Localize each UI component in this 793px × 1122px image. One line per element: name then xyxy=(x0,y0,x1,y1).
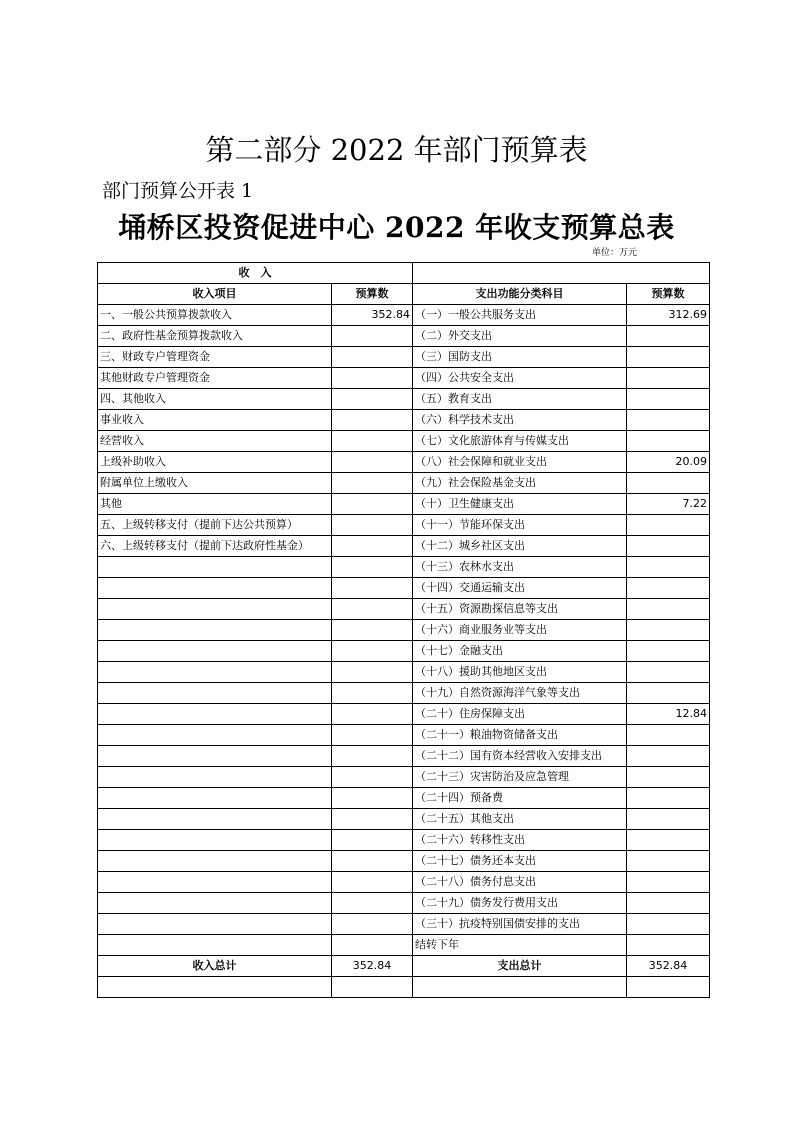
table-row xyxy=(98,725,710,746)
income-item-cell xyxy=(98,662,332,683)
income-item-cell: 其他 xyxy=(98,494,332,515)
income-amount-cell xyxy=(332,788,413,809)
expense-item-cell: （二十九）债务发行费用支出 xyxy=(413,893,627,914)
expense-item-cell: （一）一般公共服务支出 xyxy=(413,305,627,326)
income-item-cell: 其他财政专户管理资金 xyxy=(98,368,332,389)
expense-amount-cell xyxy=(627,557,710,578)
expense-amount-cell xyxy=(627,599,710,620)
income-amount-cell xyxy=(332,515,413,536)
income-amount-cell xyxy=(332,851,413,872)
part-title: 第二部分 2022 年部门预算表 xyxy=(205,133,588,167)
expense-amount-cell xyxy=(627,473,710,494)
income-amount-cell xyxy=(332,893,413,914)
income-item-cell xyxy=(98,851,332,872)
income-amount-cell xyxy=(332,557,413,578)
table-row xyxy=(98,410,710,431)
column-header-row xyxy=(98,284,710,305)
table-row xyxy=(98,557,710,578)
income-amount-cell xyxy=(332,326,413,347)
income-item-cell xyxy=(98,725,332,746)
income-item-cell xyxy=(98,935,332,956)
expense-item-cell: （二十八）债务付息支出 xyxy=(413,872,627,893)
expense-item-cell: （十九）自然资源海洋气象等支出 xyxy=(413,683,627,704)
table-row xyxy=(98,767,710,788)
income-item-cell: 三、财政专户管理资金 xyxy=(98,347,332,368)
income-item-cell: 事业收入 xyxy=(98,410,332,431)
table-row xyxy=(98,809,710,830)
table-row xyxy=(98,494,710,515)
empty-cell xyxy=(627,977,710,998)
income-amount-cell xyxy=(332,494,413,515)
table-row xyxy=(98,893,710,914)
expense-amount-cell: 312.69 xyxy=(627,305,710,326)
table-row xyxy=(98,935,710,956)
expense-item-cell: （二十四）预备费 xyxy=(413,788,627,809)
table-row xyxy=(98,452,710,473)
expense-item-cell: （九）社会保险基金支出 xyxy=(413,473,627,494)
expense-amount-cell xyxy=(627,515,710,536)
expense-amount-cell: 20.09 xyxy=(627,452,710,473)
expense-item-cell: （二十二）国有资本经营收入安排支出 xyxy=(413,746,627,767)
expense-item-cell: （十五）资源勘探信息等支出 xyxy=(413,599,627,620)
income-item-cell xyxy=(98,620,332,641)
table-number: 部门预算公开表 1 xyxy=(102,180,254,202)
income-item-cell: 一、一般公共预算拨款收入 xyxy=(98,305,332,326)
totals-row xyxy=(98,956,710,977)
section-header-row xyxy=(98,263,710,284)
expense-section-header xyxy=(413,263,710,284)
income-amount-cell xyxy=(332,452,413,473)
table-row xyxy=(98,473,710,494)
expense-amount-cell xyxy=(627,809,710,830)
expense-amount-cell xyxy=(627,662,710,683)
income-item-cell xyxy=(98,893,332,914)
empty-cell xyxy=(332,977,413,998)
income-amount-cell xyxy=(332,536,413,557)
col-expense-item-header: 支出功能分类科目 xyxy=(413,284,627,305)
income-item-cell: 五、上级转移支付（提前下达公共预算） xyxy=(98,515,332,536)
income-section-header: 收 入 xyxy=(98,263,413,284)
expense-item-cell: 结转下年 xyxy=(413,935,627,956)
expense-item-cell: （十三）农林水支出 xyxy=(413,557,627,578)
income-amount-cell xyxy=(332,809,413,830)
table-row xyxy=(98,851,710,872)
expense-amount-cell xyxy=(627,368,710,389)
table-row xyxy=(98,326,710,347)
table-row xyxy=(98,872,710,893)
table-row xyxy=(98,830,710,851)
expense-amount-cell xyxy=(627,536,710,557)
income-item-cell xyxy=(98,830,332,851)
income-amount-cell xyxy=(332,620,413,641)
table-row xyxy=(98,704,710,725)
income-item-cell xyxy=(98,914,332,935)
expense-item-cell: （十八）援助其他地区支出 xyxy=(413,662,627,683)
income-amount-cell xyxy=(332,347,413,368)
expense-amount-cell xyxy=(627,746,710,767)
income-item-cell xyxy=(98,788,332,809)
expense-amount-cell xyxy=(627,935,710,956)
empty-cell xyxy=(98,977,332,998)
income-item-cell xyxy=(98,746,332,767)
expense-amount-cell xyxy=(627,326,710,347)
expense-total-value: 352.84 xyxy=(627,956,710,977)
income-item-cell: 四、其他收入 xyxy=(98,389,332,410)
expense-amount-cell: 7.22 xyxy=(627,494,710,515)
table-row xyxy=(98,746,710,767)
income-item-cell xyxy=(98,578,332,599)
table-row xyxy=(98,431,710,452)
table-row xyxy=(98,599,710,620)
expense-amount-cell xyxy=(627,851,710,872)
expense-amount-cell xyxy=(627,893,710,914)
expense-item-cell: （三）国防支出 xyxy=(413,347,627,368)
expense-item-cell: （二十七）债务还本支出 xyxy=(413,851,627,872)
expense-item-cell: （二十一）粮油物资储备支出 xyxy=(413,725,627,746)
expense-item-cell: （二十）住房保障支出 xyxy=(413,704,627,725)
expense-item-cell: （八）社会保障和就业支出 xyxy=(413,452,627,473)
col-income-item-header: 收入项目 xyxy=(98,284,332,305)
income-amount-cell xyxy=(332,389,413,410)
income-amount-cell xyxy=(332,578,413,599)
expense-amount-cell xyxy=(627,578,710,599)
table-row xyxy=(98,620,710,641)
empty-row xyxy=(98,977,710,998)
income-item-cell xyxy=(98,557,332,578)
table-row xyxy=(98,389,710,410)
income-item-cell xyxy=(98,704,332,725)
expense-item-cell: （十一）节能环保支出 xyxy=(413,515,627,536)
income-amount-cell: 352.84 xyxy=(332,305,413,326)
income-item-cell xyxy=(98,641,332,662)
expense-amount-cell xyxy=(627,389,710,410)
income-total-value: 352.84 xyxy=(332,956,413,977)
expense-item-cell: （十）卫生健康支出 xyxy=(413,494,627,515)
expense-item-cell: （六）科学技术支出 xyxy=(413,410,627,431)
income-amount-cell xyxy=(332,599,413,620)
empty-cell xyxy=(413,977,627,998)
income-item-cell xyxy=(98,599,332,620)
income-item-cell xyxy=(98,683,332,704)
table-row xyxy=(98,368,710,389)
expense-amount-cell xyxy=(627,620,710,641)
expense-amount-cell xyxy=(627,641,710,662)
expense-item-cell: （二十六）转移性支出 xyxy=(413,830,627,851)
income-amount-cell xyxy=(332,767,413,788)
income-amount-cell xyxy=(332,830,413,851)
income-item-cell xyxy=(98,767,332,788)
income-item-cell xyxy=(98,872,332,893)
unit-label: 单位：万元 xyxy=(592,248,638,258)
expense-amount-cell xyxy=(627,914,710,935)
expense-amount-cell xyxy=(627,683,710,704)
income-amount-cell xyxy=(332,473,413,494)
table-row xyxy=(98,641,710,662)
col-expense-amount-header: 预算数 xyxy=(627,284,710,305)
expense-item-cell: （十二）城乡社区支出 xyxy=(413,536,627,557)
expense-item-cell: （三十）抗疫特别国债安排的支出 xyxy=(413,914,627,935)
income-amount-cell xyxy=(332,746,413,767)
table-row xyxy=(98,683,710,704)
expense-item-cell: （七）文化旅游体育与传媒支出 xyxy=(413,431,627,452)
col-income-amount-header: 预算数 xyxy=(332,284,413,305)
expense-total-label: 支出总计 xyxy=(413,956,627,977)
table-row xyxy=(98,578,710,599)
table-row xyxy=(98,662,710,683)
income-item-cell xyxy=(98,809,332,830)
income-amount-cell xyxy=(332,662,413,683)
income-item-cell: 上级补助收入 xyxy=(98,452,332,473)
income-item-cell: 六、上级转移支付（提前下达政府性基金） xyxy=(98,536,332,557)
income-amount-cell xyxy=(332,641,413,662)
expense-item-cell: （二十五）其他支出 xyxy=(413,809,627,830)
income-amount-cell xyxy=(332,683,413,704)
expense-amount-cell: 12.84 xyxy=(627,704,710,725)
income-amount-cell xyxy=(332,872,413,893)
income-amount-cell xyxy=(332,431,413,452)
income-item-cell: 二、政府性基金预算拨款收入 xyxy=(98,326,332,347)
table-row xyxy=(98,305,710,326)
income-amount-cell xyxy=(332,914,413,935)
expense-amount-cell xyxy=(627,767,710,788)
expense-amount-cell xyxy=(627,725,710,746)
expense-item-cell: （五）教育支出 xyxy=(413,389,627,410)
expense-item-cell: （四）公共安全支出 xyxy=(413,368,627,389)
expense-amount-cell xyxy=(627,788,710,809)
income-amount-cell xyxy=(332,935,413,956)
expense-item-cell: （二十三）灾害防治及应急管理 xyxy=(413,767,627,788)
expense-item-cell: （十四）交通运输支出 xyxy=(413,578,627,599)
income-total-label: 收入总计 xyxy=(98,956,332,977)
income-amount-cell xyxy=(332,704,413,725)
expense-amount-cell xyxy=(627,410,710,431)
expense-item-cell: （二）外交支出 xyxy=(413,326,627,347)
expense-item-cell: （十六）商业服务业等支出 xyxy=(413,620,627,641)
table-row xyxy=(98,788,710,809)
table-row xyxy=(98,347,710,368)
income-amount-cell xyxy=(332,368,413,389)
table-row xyxy=(98,914,710,935)
income-amount-cell xyxy=(332,410,413,431)
expense-amount-cell xyxy=(627,347,710,368)
expense-amount-cell xyxy=(627,872,710,893)
income-item-cell: 附属单位上缴收入 xyxy=(98,473,332,494)
expense-item-cell: （十七）金融支出 xyxy=(413,641,627,662)
table-row xyxy=(98,515,710,536)
expense-amount-cell xyxy=(627,431,710,452)
page-title: 埇桥区投资促进中心 2022 年收支预算总表 xyxy=(118,211,675,244)
income-amount-cell xyxy=(332,725,413,746)
budget-summary-table xyxy=(97,262,710,998)
expense-amount-cell xyxy=(627,830,710,851)
table-row xyxy=(98,536,710,557)
income-item-cell: 经营收入 xyxy=(98,431,332,452)
